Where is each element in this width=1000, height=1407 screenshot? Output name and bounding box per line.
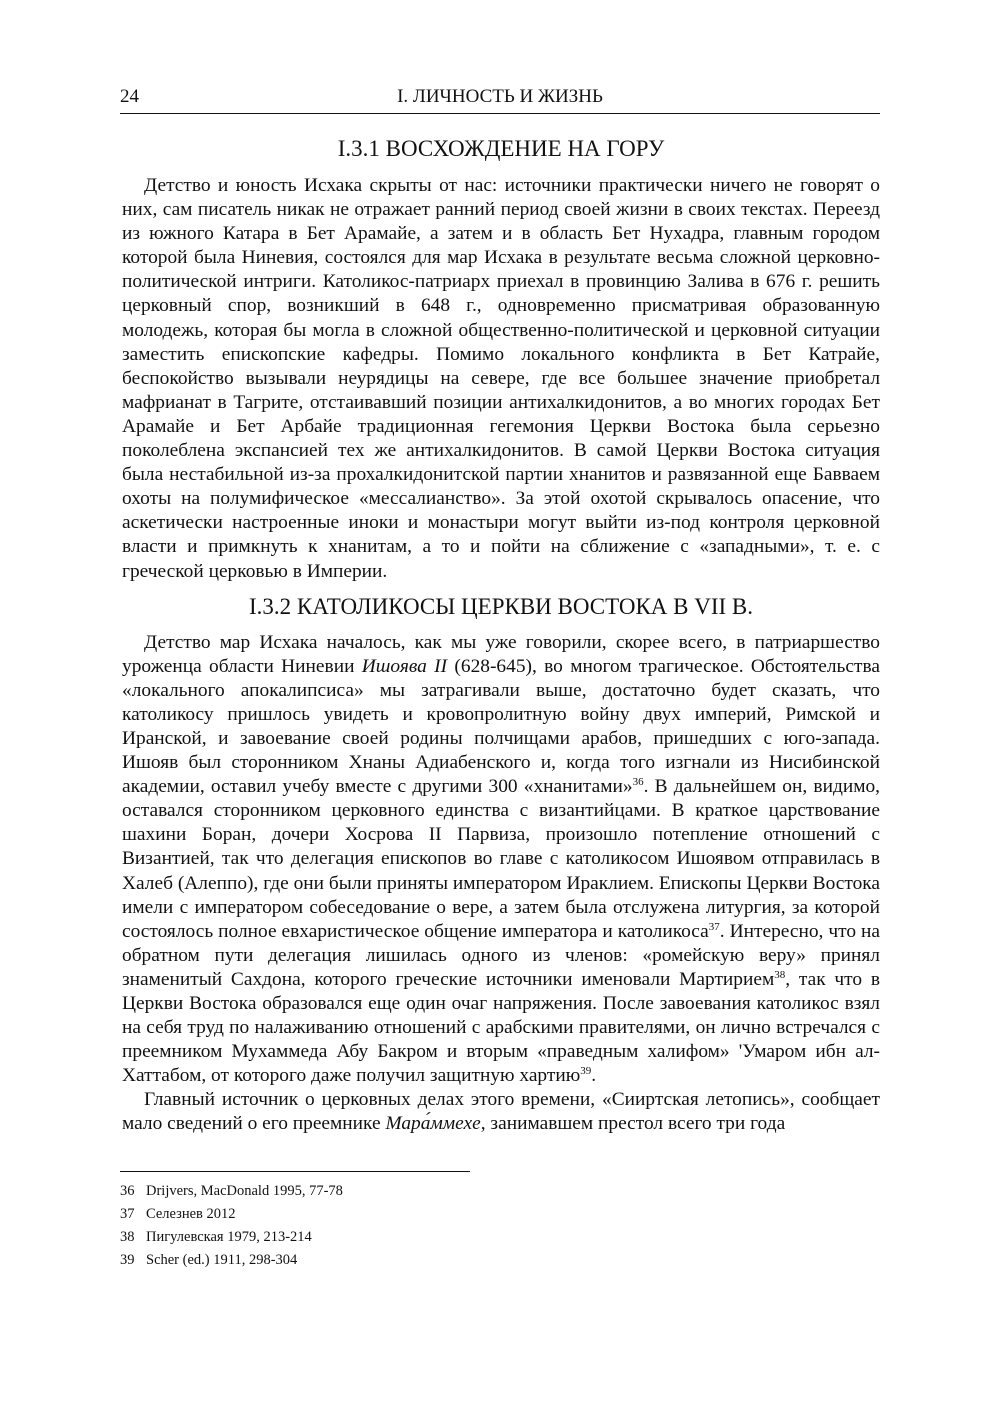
footnotes bbox=[120, 1180, 820, 1272]
footnote bbox=[120, 1249, 820, 1272]
paragraph: Главный источник о церковных делах этого времени, «Сииртская летопись», сообщает мало сведений о его преемнике Мара́ммехе, занимавшем престол всего три года bbox=[122, 1089, 880, 1135]
footnote-ref[interactable]: 37 bbox=[708, 920, 720, 933]
italic-name: Мара́ммехе bbox=[385, 1113, 481, 1135]
footnote-ref[interactable]: 38 bbox=[774, 968, 786, 981]
footnote bbox=[120, 1203, 820, 1226]
section-heading-2: I.3.2 КАТОЛИКОСЫ ЦЕРКВИ ВОСТОКА В VII В. bbox=[248, 593, 754, 619]
main-text bbox=[122, 133, 880, 1137]
header-rule bbox=[120, 113, 880, 114]
running-title: I. ЛИЧНОСТЬ И ЖИЗНЬ bbox=[397, 86, 603, 107]
section-heading-1: I.3.1 ВОСХОЖДЕНИЕ НА ГОРУ bbox=[337, 136, 665, 161]
footnote bbox=[120, 1226, 820, 1249]
page-number: 24 bbox=[120, 86, 139, 107]
paragraph: Детство мар Исхака началось, как мы уже говорили, скорее всего, в патриаршество уроженца области Ниневии Ишоява II (628-645), во многом трагическое. Обстоятельства «локального апокалипсиса» мы затрагивали выше, достаточно будет сказать, что католикосу пришлось увидеть и кровопролитную войну двух империй, Римской и Иранской, и завоевание своей родины полчищами арабов, пришедших с юго-запада. Ишояв был сторонником Хнаны Адиабенского и, когда того изгнали из Нисибинской академии, оставил учебу вместе с другими 300 «хнанитами»$^{36}$. В дальнейшем он, видимо, оставался сторонником церковного единства с византийцами. В краткое царствование шахини Боран, дочери Хосрова II Парвиза, произошло потепление отношений с Византией, так что делегация епископов во главе с католикосом Ишоявом отправилась в Халеб (Алеппо), где они были приняты императором Ираклием. Епископы Церкви Востока имели с императором собеседование о вере, а затем была отслужена литургия, за которой состоялось полное евхаристическое общение императора и католикоса$^{37}$. Интересно, что на обратном пути делегация лишилась одного из членов: «ромейскую веру» принял знаменитый Сахдона, которого греческие источники именовали Мартирием$^{38}$, так что в Церкви Востока образовался еще один очаг напряжения. После завоевания католикос взял на себя труд по налаживанию отношений с арабскими правителями, он лично встречался с преемником Мухаммеда Абу Бакром и вторым «праведным халифом» 'Умаром ибн ал-Хаттабом, от которого даже получил защитную хартию$^{39}$. bbox=[122, 631, 881, 1087]
footnote-rule bbox=[120, 1171, 470, 1172]
italic-name: Ишоява II bbox=[361, 655, 448, 677]
footnote-text: Селезнев 2012 bbox=[146, 1206, 236, 1222]
footnote-ref[interactable]: 36 bbox=[632, 776, 644, 789]
footnote-number: 36 bbox=[120, 1183, 135, 1199]
footnote-text: Drijvers, MacDonald 1995, 77-78 bbox=[146, 1183, 343, 1199]
paragraph: Детство и юность Исхака скрыты от нас: источники практически ничего не говорят о них, сам писатель никак не отражает ранний период своей жизни в своих текстах. Переезд из южного Катара в Бет Арамайе, а затем и в область Бет Нухадра, главным городом которой была Ниневия, состоялся для мар Исхака в результате весьма сложной церковно-политической интриги. Католикос-патриарх приехал в провинцию Залива в 676 г. решить церковный спор, возникший в 648 г., одновременно присматривая образованную молодежь, которая бы могла в сложной общественно-политической и церковной ситуации заместить епископские кафедры. Помимо локального конфликта в Бет Катрайе, беспокойство вызывали неурядицы на севере, где все большее значение приобретал мафрианат в Тагрите, отстаивавший позиции антихалкидонитов, а во многих городах Бет Арамайе и Бет Арбайе традиционная гегемония Церкви Востока была серьезно поколеблена экспансией тех же антихалкидонитов. В самой Церкви Востока ситуация была нестабильной из-за прохалкидонитской партии хнанитов и развязанной еще Бавваем охоты на полумифическое «мессалианство». За этой охотой скрывалось опасение, что аскетически настроенные иноки и монастыри могут выйти из-под контроля церковной власти и примкнуть к хнанитам, а то и пойти на сближение с «западными», т. е. с греческой церковью в Империи. bbox=[122, 175, 880, 582]
footnote-ref[interactable]: 39 bbox=[580, 1065, 592, 1078]
footnote-number: 38 bbox=[120, 1229, 135, 1245]
footnote bbox=[120, 1180, 820, 1203]
footnote-number: 39 bbox=[120, 1252, 135, 1268]
footnote-text: Пигулевская 1979, 213-214 bbox=[146, 1229, 312, 1245]
footnote-text: Scher (ed.) 1911, 298-304 bbox=[146, 1252, 298, 1268]
footnote-number: 37 bbox=[120, 1206, 135, 1222]
